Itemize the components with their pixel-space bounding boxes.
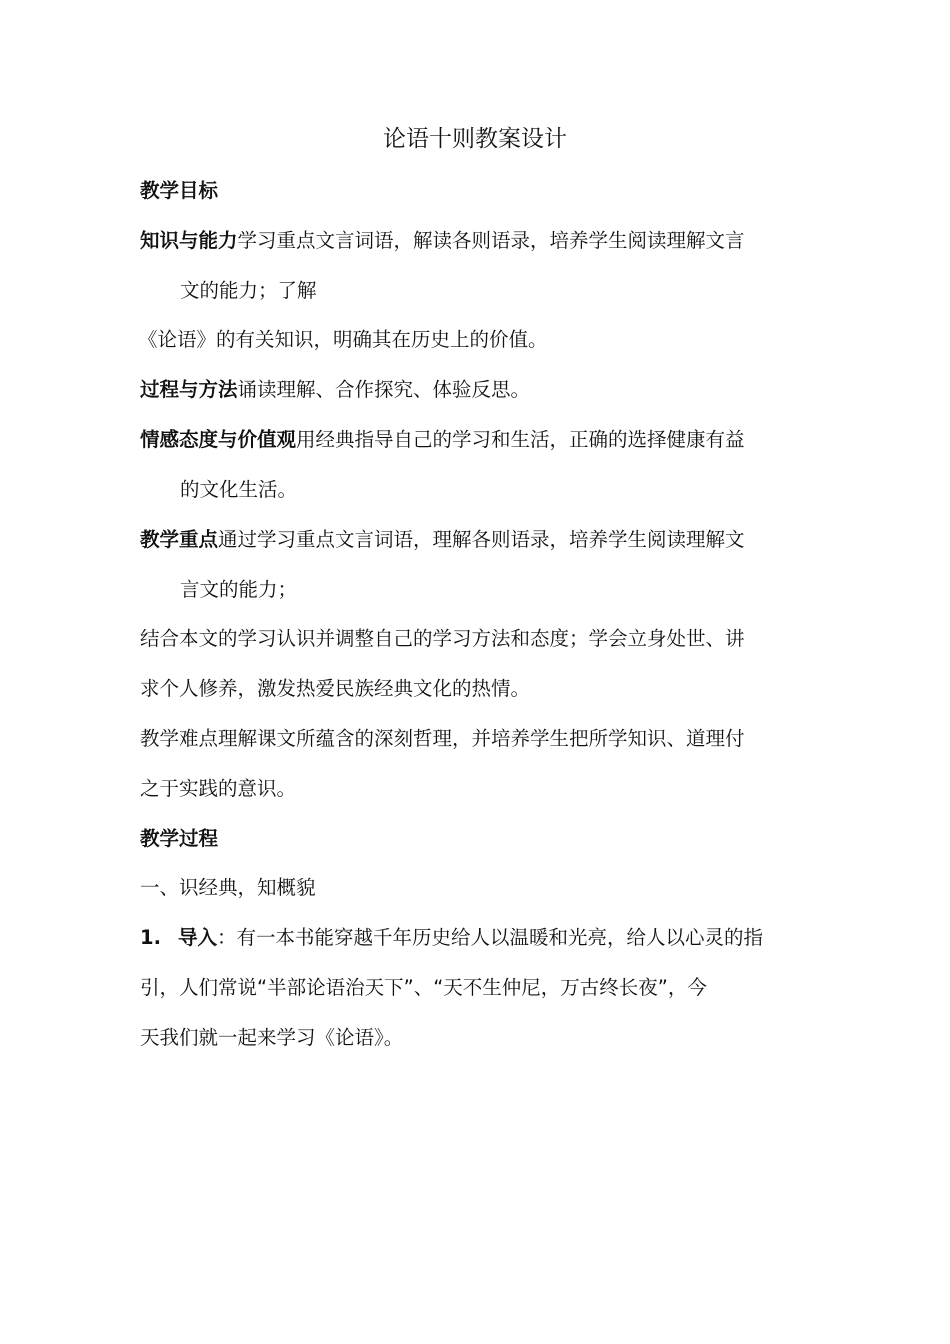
emotion-label: 情感态度与价值观 <box>140 428 297 451</box>
intro-line-2: 引，人们常说“半部论语治天下”、“天不生仲尼，万古终长夜”，今 <box>140 976 707 999</box>
difficulty-line-1: 教学难点理解课文所蕴含的深刻哲理，并培养学生把所学知识、道理付 <box>140 727 745 750</box>
intro-label: 导入 <box>178 926 218 949</box>
knowledge-label: 知识与能力 <box>140 229 238 252</box>
document-title: 论语十则教案设计 <box>383 126 567 152</box>
section-1-heading: 一、识经典，知概貌 <box>140 876 316 899</box>
knowledge-line-3: 《论语》的有关知识，明确其在历史上的价值。 <box>138 328 548 351</box>
process-method-line: 过程与方法诵读理解、合作探究、体验反思。 <box>140 378 531 401</box>
knowledge-line-2: 文的能力；了解 <box>180 279 317 302</box>
objectives-heading: 教学目标 <box>140 179 219 202</box>
intro-line-1: 1. 导入：有一本书能穿越千年历史给人以温暖和光亮，给人以心灵的指 <box>140 923 763 953</box>
emotion-line-1: 情感态度与价值观用经典指导自己的学习和生活，正确的选择健康有益 <box>140 428 745 451</box>
process-heading: 教学过程 <box>140 827 219 850</box>
key-points-label: 教学重点 <box>140 528 219 551</box>
intro-number: 1. <box>140 926 161 949</box>
key-points-line-1: 教学重点通过学习重点文言词语，理解各则语录，培养学生阅读理解文 <box>140 528 745 551</box>
knowledge-line-1: 知识与能力学习重点文言词语，解读各则语录，培养学生阅读理解文言 <box>140 229 745 252</box>
key-points-line-3: 结合本文的学习认识并调整自己的学习方法和态度；学会立身处世、讲 <box>140 627 745 650</box>
process-method-label: 过程与方法 <box>140 378 238 401</box>
key-points-line-2: 言文的能力； <box>180 578 298 601</box>
intro-line-3: 天我们就一起来学习《论语》。 <box>140 1026 404 1049</box>
emotion-line-2: 的文化生活。 <box>180 478 298 501</box>
key-points-line-4: 求个人修养，激发热爱民族经典文化的热情。 <box>140 677 531 700</box>
difficulty-line-2: 之于实践的意识。 <box>140 777 297 800</box>
